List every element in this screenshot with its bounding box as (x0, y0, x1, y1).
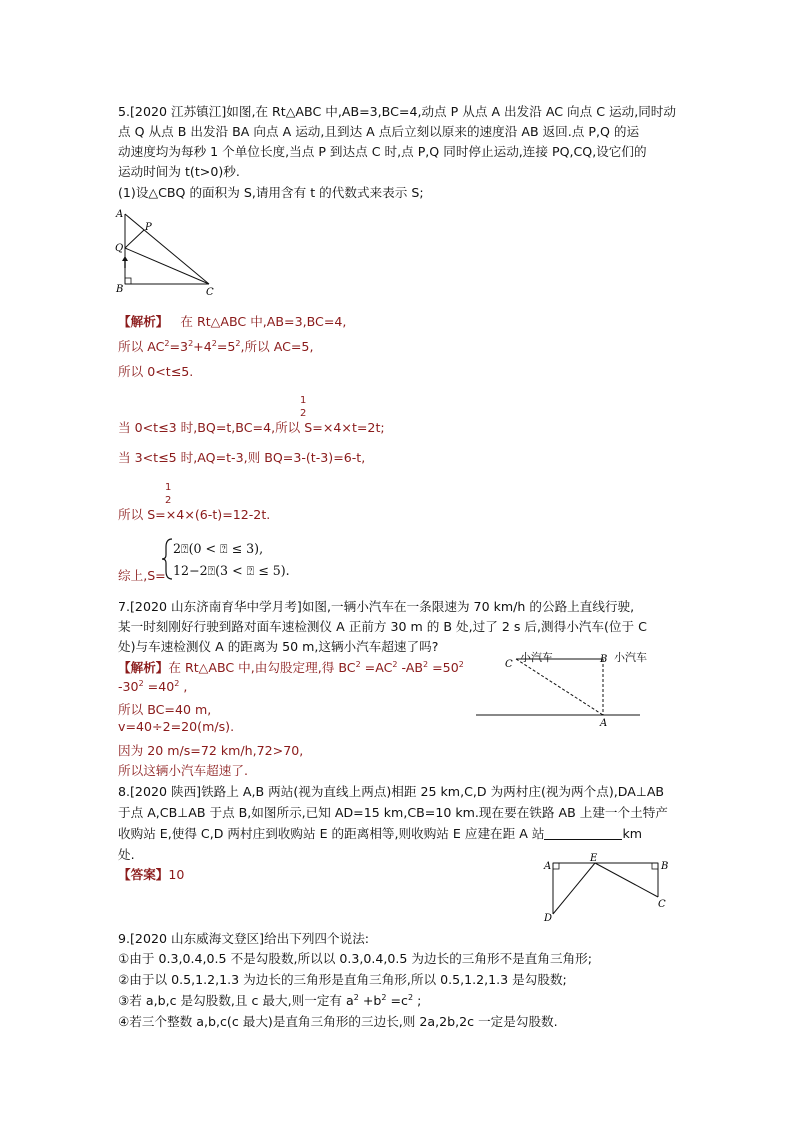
q7-analysis-line-1 (118, 657, 464, 676)
q7-a2-end: , (179, 679, 188, 695)
q5-analysis-line-2 (118, 336, 313, 355)
q8-line-2: 于点 A,CB⊥AB 于点 B,如图所示,已知 AD=15 km,CB=10 km.现在要在铁路 AB 上建一个土特产 (118, 805, 668, 820)
q8-line-3-pre: 收购站 E,使得 C,D 两村庄到收购站 E 的距离相等,则收购站 E 应建在距 A 站 (118, 826, 545, 841)
q9-item-3-mid2: =c (386, 993, 408, 1008)
q8-label-b: B (661, 861, 669, 872)
q5-analysis-line-7: 综上,S= (118, 568, 166, 583)
q5-a2-mid: =3 (169, 339, 189, 354)
q9-item-2: ②由于以 0.5,1.2,1.3 为边长的三角形是直角三角形,所以 0.5,1.2,1.3 是勾股数; (118, 972, 567, 987)
q7-sup: 2 (392, 659, 398, 669)
q5-subquestion-1: (1)设△CBQ 的面积为 S,请用含有 t 的代数式来表示 S; (118, 185, 424, 200)
q7-analysis-line-5: 因为 20 m/s=72 km/h,72>70, (118, 743, 304, 758)
q5-analysis-line-3: 所以 0<t≤5. (118, 364, 194, 379)
q9-item-1: ①由于 0.3,0.4,0.5 不是勾股数,所以以 0.3,0.4,0.5 为边长的三角形不是直角三角形; (118, 951, 592, 966)
q7-line-2: 某一时刻刚好行驶到路对面车速检测仪 A 正前方 30 m 的 B 处,过了 2 s 后,测得小汽车(位于 C (118, 619, 647, 634)
q7-a2-mid: =40 (143, 679, 175, 695)
q7-analysis-line-2 (118, 679, 187, 694)
q7-analysis-line-6: 所以这辆小汽车超速了. (118, 763, 248, 778)
q5-analysis-tag: 【解析】 (118, 314, 169, 329)
q5-line-4: 运动时间为 t(t>0)秒. (118, 164, 240, 179)
q8-line-1: 8.[2020 陕西]铁路上 A,B 两站(视为直线上两点)相距 25 km,C,D 为两村庄(视为两个点),DA⊥AB (118, 784, 665, 799)
q5-half-numerator-1: 1 (300, 395, 307, 406)
q9-item-3 (118, 990, 421, 1009)
q5-label-c: C (206, 287, 214, 296)
q7-label-car-left: 小汽车 (520, 651, 553, 664)
q7-sup: 2 (423, 659, 429, 669)
q5-a2-pre: 所以 AC (118, 339, 165, 354)
q5-line-1: 5.[2020 江苏镇江]如图,在 Rt△ABC 中,AB=3,BC=4,动点 P 从点 A 出发沿 AC 向点 C 运动,同时动 (118, 104, 676, 119)
q8-answer-blank[interactable] (544, 827, 622, 840)
q9-item-3-mid: +b (358, 993, 382, 1008)
q9-sup: 2 (381, 992, 387, 1002)
q8-line-3-post: km (622, 826, 643, 841)
q8-answer-value: 10 (168, 867, 185, 882)
q5-label-q: Q (115, 243, 124, 254)
q7-sup: 2 (458, 659, 464, 669)
q5-half-denominator-2: 2 (165, 495, 172, 506)
q9-item-4: ④若三个整数 a,b,c(c 最大)是直角三角形的三边长,则 2a,2b,2c 一定是勾股数. (118, 1014, 558, 1029)
q7-sup: 2 (174, 679, 180, 688)
q5-analysis-line-5: 当 3<t≤5 时,AQ=t-3,则 BQ=3-(t-3)=6-t, (118, 450, 366, 465)
q5-analysis-line-4 (118, 417, 385, 436)
q9-item-3-pre: ③若 a,b,c 是勾股数,且 c 最大,则一定有 a (118, 993, 354, 1008)
q5-label-a: A (116, 209, 124, 220)
q5-a2-mid2: +4 (193, 339, 212, 354)
q7-analysis-tag: 【解析】 (118, 660, 169, 675)
q8-answer-tag: 【答案】 (118, 867, 169, 882)
q7-label-b: B (600, 654, 608, 665)
q8-railway-figure (538, 852, 670, 924)
q5-analysis-1: 在 Rt△ABC 中,AB=3,BC=4, (180, 314, 347, 329)
q5-line-3: 动速度均为每秒 1 个单位长度,当点 P 到达点 C 时,点 P,Q 同时停止运动,连接 PQ,CQ,设它们的 (118, 144, 647, 159)
q7-a1-pre: 在 Rt△ABC 中,由勾股定理,得 BC (168, 660, 356, 675)
q7-sup: 2 (355, 659, 361, 669)
q7-a2-pre: -30 (118, 679, 139, 695)
q5-a4-post: ×4×t=2t; (322, 420, 385, 435)
q7-label-c: C (505, 659, 513, 670)
q9-item-3-end: ; (413, 993, 422, 1008)
q8-label-e: E (590, 853, 598, 864)
q7-a1-end: =50 (428, 660, 459, 675)
q5-case-1: 2⍰(0 < ⍰ ≤ 3), (173, 541, 264, 556)
q5-label-p: P (145, 222, 152, 233)
q8-label-a: A (544, 861, 552, 872)
q5-a2-mid3: =5 (216, 339, 236, 354)
q5-half-numerator-2: 1 (165, 482, 172, 493)
q5-analysis-line-1 (118, 311, 346, 330)
q5-sup: 2 (188, 338, 194, 348)
q5-a6-post: ×4×(6-t)=12-2t. (165, 507, 271, 522)
q5-a2-end: ,所以 AC=5, (240, 339, 314, 354)
q8-label-c: C (658, 899, 666, 910)
q8-line-3 (118, 823, 642, 842)
q5-analysis-line-6 (118, 504, 270, 523)
q7-line-1: 7.[2020 山东济南育华中学月考]如图,一辆小汽车在一条限速为 70 km/h 的公路上直线行驶, (118, 599, 635, 614)
q5-sup: 2 (211, 338, 217, 348)
q5-case-2: 12−2⍰(3 < ⍰ ≤ 5). (173, 563, 290, 578)
q7-a1-mid: =AC (360, 660, 393, 675)
q5-sup: 2 (235, 338, 241, 348)
q5-triangle-figure (114, 204, 224, 296)
q8-answer-line (118, 864, 184, 883)
q5-a6-pre: 所以 S= (118, 507, 166, 522)
q7-analysis-line-3: 所以 BC=40 m, (118, 702, 212, 717)
q7-label-car-right: 小汽车 (614, 651, 647, 664)
q5-sup: 2 (164, 338, 170, 348)
q7-sup: 2 (138, 679, 144, 688)
q5-a4-pre: 当 0<t≤3 时,BQ=t,BC=4,所以 S= (118, 420, 323, 435)
q7-a1-mid2: -AB (397, 660, 424, 675)
q7-label-a: A (600, 718, 608, 729)
q5-case-brace (160, 537, 174, 581)
q7-analysis-line-4: v=40÷2=20(m/s). (118, 719, 235, 734)
q9-sup: 2 (407, 992, 414, 1002)
q5-line-2: 点 Q 从点 B 出发沿 BA 向点 A 运动,且到达 A 点后立刻以原来的速度沿 AB 返回.点 P,Q 的运 (118, 124, 640, 139)
q7-line-3: 处)与车速检测仪 A 的距离为 50 m,这辆小汽车超速了吗? (118, 639, 439, 654)
q9-sup: 2 (353, 992, 359, 1002)
q5-label-b: B (116, 284, 124, 295)
q5-half-denominator-1: 2 (300, 408, 307, 419)
q9-line-1: 9.[2020 山东威海文登区]给出下列四个说法: (118, 931, 370, 946)
q8-label-d: D (544, 913, 553, 924)
q8-line-4: 处. (118, 847, 135, 862)
